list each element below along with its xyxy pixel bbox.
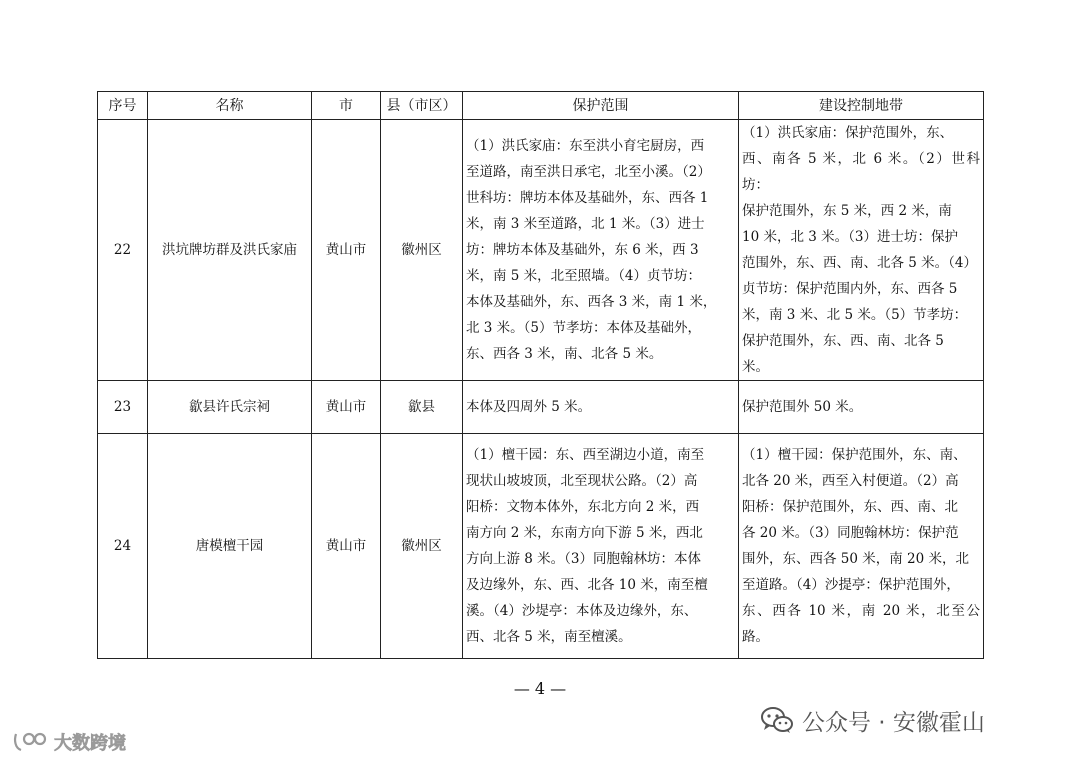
cell-city: 黄山市	[312, 434, 381, 659]
text-line: 本体及四周外 5 米。	[466, 399, 592, 415]
text-line: 至道路。（4）沙提亭：保护范围外，	[742, 577, 960, 593]
heritage-protection-table	[97, 91, 984, 659]
header-protection-scope: 保护范围	[463, 92, 739, 120]
cell-index: 22	[98, 120, 148, 381]
text-line: 各 20 米。（3）同胞翰林坊：保护范	[742, 525, 959, 541]
cell-county: 徽州区	[381, 120, 463, 381]
text-line: 西、北各 5 米，南至檀溪。	[466, 629, 632, 645]
text-line: 围外，东、西各 50 米，南 20 米，北	[742, 551, 970, 567]
watermark	[12, 728, 152, 756]
text-line: 本体及基础外，东、西各 3 米，南 1 米，	[466, 294, 717, 310]
cell-protection-scope	[463, 381, 739, 434]
text-line: 米，南 3 米至道路，北 1 米。（3）进士	[466, 216, 705, 232]
text-line: 保护范围外，东 5 米，西 2 米，南	[742, 203, 952, 219]
text-line: （1）檀干园：保护范围外，东、南、	[742, 447, 967, 463]
account-attribution	[760, 700, 1060, 740]
text-line: 方向上游 8 米。（3）同胞翰林坊：本体	[466, 551, 702, 567]
text-line: 阳桥：文物本体外，东北方向 2 米，西	[466, 499, 700, 515]
text-line: 保护范围外，东、西、南、北各 5	[742, 333, 944, 349]
text-line: 溪。（4）沙堤亭：本体及边缘外，东、	[466, 603, 698, 619]
text-line: 南方向 2 米，东南方向下游 5 米，西北	[466, 525, 703, 541]
text-line: 北各 20 米，西至入村便道。（2）高	[742, 473, 959, 489]
cell-county: 歙县	[381, 381, 463, 434]
header-name: 名称	[148, 92, 312, 120]
header-index: 序号	[98, 92, 148, 120]
text-line: 现状山坡坡顶，北至现状公路。（2）高	[466, 473, 698, 489]
table-row	[98, 381, 984, 434]
header-county: 县（市区）	[381, 92, 463, 120]
cell-protection-scope	[463, 120, 739, 381]
wechat-icon	[760, 705, 794, 735]
cell-protection-scope	[463, 434, 739, 659]
watermark-text: 大数跨境	[54, 733, 126, 754]
text-line: 10 米，北 3 米。（3）进士坊：保护	[742, 229, 958, 245]
text-line: 及边缘外，东、西、北各 10 米，南至檀	[466, 577, 708, 593]
header-city: 市	[312, 92, 381, 120]
page-number: — 4 —	[513, 679, 567, 698]
cell-city: 黄山市	[312, 381, 381, 434]
text-line: 保护范围外 50 米。	[742, 399, 863, 415]
text-line: 东、西各 10 米，南 20 米，北至公路。	[742, 603, 980, 645]
text-line: 北 3 米。（5）节孝坊：本体及基础外，	[466, 320, 702, 336]
cell-control-zone	[739, 381, 984, 434]
text-line: 米，南 5 米，北至照墙。（4）贞节坊：	[466, 268, 702, 284]
text-line: （1）檀干园：东、西至湖边小道，南至	[466, 447, 705, 463]
account-label: 公众号 · 安徽霍山	[802, 709, 985, 736]
text-line: 阳桥：保护范围外，东、西、南、北	[742, 499, 958, 515]
cell-county: 徽州区	[381, 434, 463, 659]
text-line: （1）洪氏家庙：保护范围外，东、	[742, 125, 954, 141]
text-line: 东、西各 3 米，南、北各 5 米。	[466, 346, 663, 362]
text-line: 米，南 3 米、北 5 米。（5）节孝坊：	[742, 307, 968, 323]
table-row	[98, 434, 984, 659]
cell-name: 洪坑牌坊群及洪氏家庙	[148, 120, 312, 381]
cell-index: 23	[98, 381, 148, 434]
text-line: 范围外，东、西、南、北各 5 米。（4）	[742, 255, 978, 271]
text-line: 坊：牌坊本体及基础外，东 6 米，西 3	[466, 242, 699, 258]
cell-name: 唐模檀干园	[148, 434, 312, 659]
text-line: 米。	[742, 359, 769, 375]
table-row	[98, 120, 984, 381]
header-control-zone: 建设控制地带	[739, 92, 984, 120]
text-line: 世科坊：牌坊本体及基础外，东、西各 1	[466, 190, 709, 206]
text-line: （1）洪氏家庙：东至洪小育宅厨房，西	[466, 138, 705, 154]
cell-index: 24	[98, 434, 148, 659]
cell-name: 歙县许氏宗祠	[148, 381, 312, 434]
text-line: 西、南各 5 米，北 6 米。（2）世科坊：	[742, 151, 980, 193]
cell-city: 黄山市	[312, 120, 381, 381]
text-line: 至道路，南至洪日承宅，北至小溪。（2）	[466, 164, 711, 180]
text-line: 贞节坊：保护范围内外，东、西各 5	[742, 281, 958, 297]
table-header-row	[98, 92, 984, 120]
cell-control-zone	[739, 434, 984, 659]
cell-control-zone	[739, 120, 984, 381]
watermark-logo-icon	[12, 730, 50, 754]
